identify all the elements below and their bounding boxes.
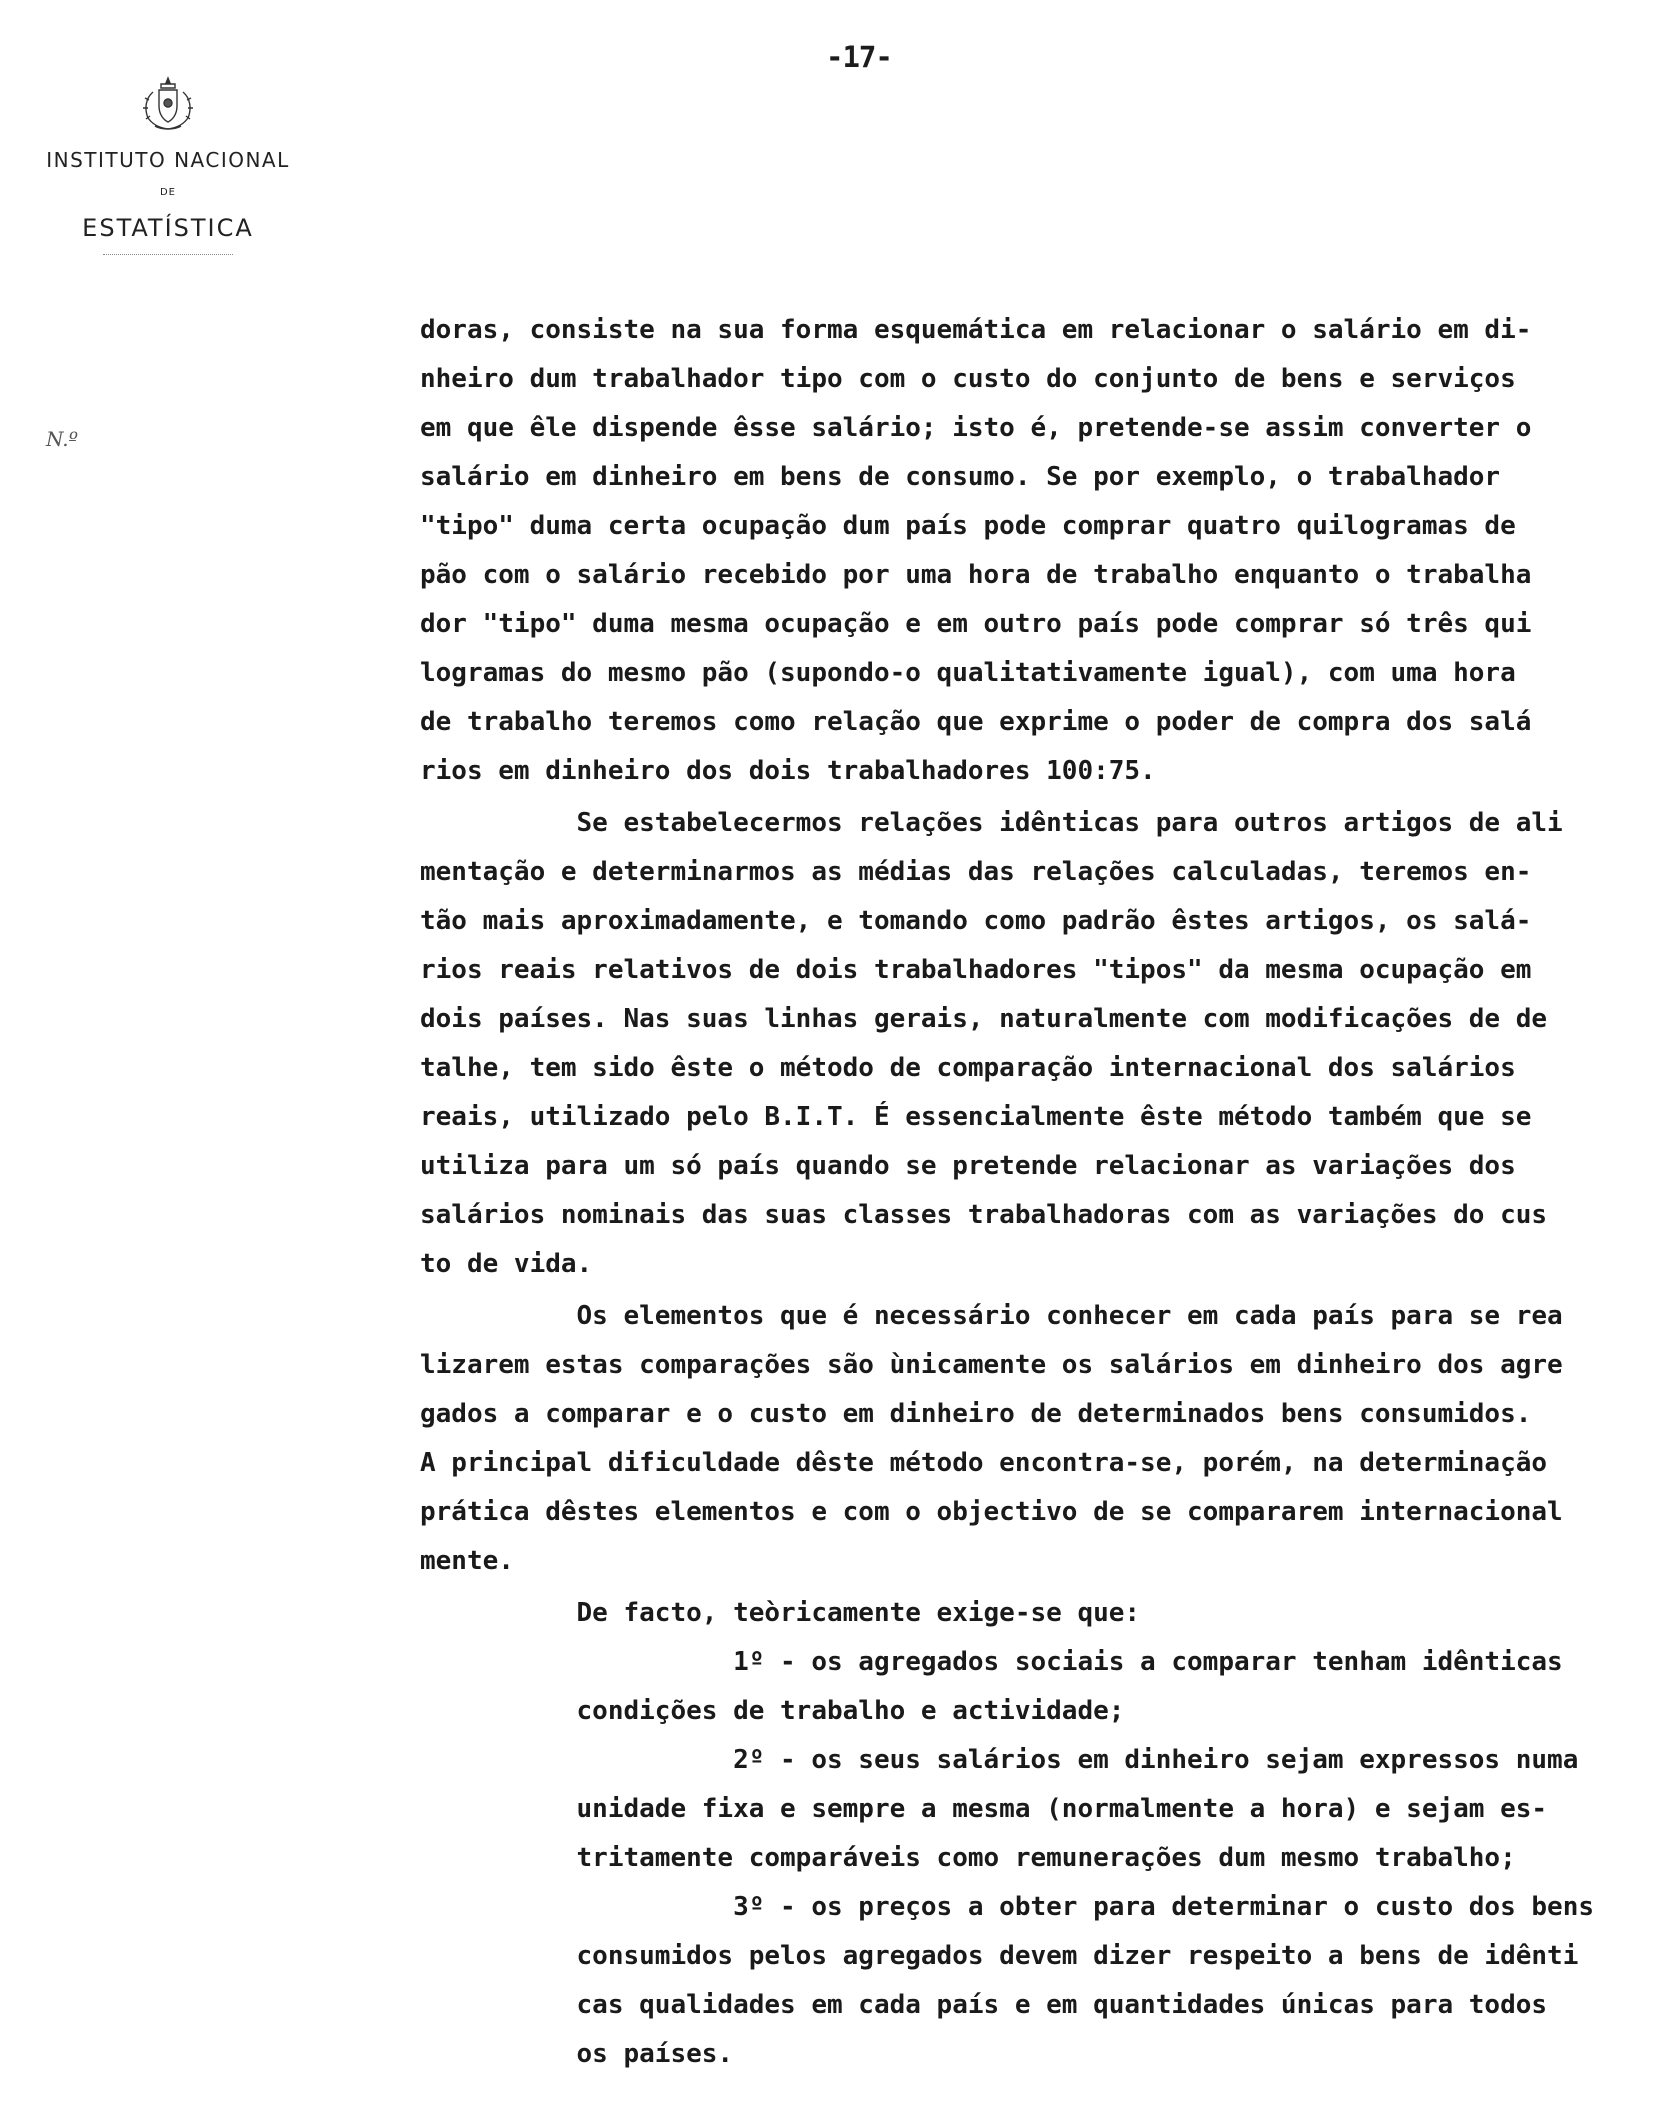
institute-name: INSTITUTO NACIONAL <box>46 148 290 172</box>
text-line: os países. <box>420 2039 734 2069</box>
text-line: de trabalho teremos como relação que exprime o poder de compra dos salá <box>420 707 1532 737</box>
text-line: prática dêstes elementos e com o objectivo de se compararem internacional <box>420 1497 1563 1527</box>
paragraph-3 <box>420 1292 1620 1586</box>
text-line: 3º - os preços a obter para determinar o custo dos bens <box>420 1892 1594 1922</box>
text-line: tão mais aproximadamente, e tomando como padrão êstes artigos, os salá- <box>420 906 1532 936</box>
letterhead <box>18 70 318 255</box>
text-line: "tipo" duma certa ocupação dum país pode comprar quatro quilogramas de <box>420 511 1516 541</box>
text-line: logramas do mesmo pão (supondo-o qualitativamente igual), com uma hora <box>420 658 1516 688</box>
text-line: to de vida. <box>420 1249 593 1279</box>
text-line: dor "tipo" duma mesma ocupação e em outro país pode comprar só três qui <box>420 609 1532 639</box>
text-line: reais, utilizado pelo B.I.T. É essencialmente êste método também que se <box>420 1102 1532 1132</box>
paragraph-4 <box>420 1589 1620 2079</box>
text-line: salários nominais das suas classes trabalhadoras com as variações do cus <box>420 1200 1548 1230</box>
text-line: talhe, tem sido êste o método de comparação internacional dos salários <box>420 1053 1516 1083</box>
coat-of-arms-emblem <box>135 70 201 136</box>
paragraph-1 <box>420 306 1620 796</box>
text-line: nheiro dum trabalhador tipo com o custo do conjunto de bens e serviços <box>420 364 1516 394</box>
text-line: De facto, teòricamente exige-se que: <box>420 1598 1141 1628</box>
text-line: tritamente comparáveis como remunerações dum mesmo trabalho; <box>420 1843 1516 1873</box>
page-number: -17- <box>826 40 892 74</box>
text-line: pão com o salário recebido por uma hora de trabalho enquanto o trabalha <box>420 560 1532 590</box>
text-line: mente. <box>420 1546 514 1576</box>
text-line: mentação e determinarmos as médias das relações calculadas, teremos en- <box>420 857 1532 887</box>
text-line: unidade fixa e sempre a mesma (normalmente a hora) e sejam es- <box>420 1794 1548 1824</box>
text-line: rios em dinheiro dos dois trabalhadores 100:75. <box>420 756 1156 786</box>
body-text <box>420 306 1620 2079</box>
text-line: condições de trabalho e actividade; <box>420 1696 1125 1726</box>
text-line: consumidos pelos agregados devem dizer respeito a bens de idênti <box>420 1941 1579 1971</box>
letterhead-rule <box>103 254 233 255</box>
text-line: salário em dinheiro em bens de consumo. Se por exemplo, o trabalhador <box>420 462 1501 492</box>
document-number-label: N.º <box>46 427 78 451</box>
text-line: em que êle dispende êsse salário; isto é, pretende-se assim converter o <box>420 413 1532 443</box>
text-line: dois países. Nas suas linhas gerais, naturalmente com modificações de de <box>420 1004 1548 1034</box>
text-line: gados a comparar e o custo em dinheiro de determinados bens consumidos. <box>420 1399 1532 1429</box>
text-line: utiliza para um só país quando se pretende relacionar as variações dos <box>420 1151 1516 1181</box>
paragraph-2 <box>420 799 1620 1289</box>
text-line: 2º - os seus salários em dinheiro sejam expressos numa <box>420 1745 1579 1775</box>
text-line: Os elementos que é necessário conhecer em cada país para se rea <box>420 1301 1563 1331</box>
institute-name-statistics: ESTATÍSTICA <box>82 214 254 242</box>
text-line: A principal dificuldade dêste método encontra-se, porém, na determinação <box>420 1448 1548 1478</box>
text-line: doras, consiste na sua forma esquemática em relacionar o salário em di- <box>420 315 1532 345</box>
text-line: lizarem estas comparações são ùnicamente os salários em dinheiro dos agre <box>420 1350 1563 1380</box>
text-line: Se estabelecermos relações idênticas para outros artigos de ali <box>420 808 1563 838</box>
text-line: rios reais relativos de dois trabalhadores "tipos" da mesma ocupação em <box>420 955 1532 985</box>
institute-name-connector: DE <box>159 187 177 198</box>
text-line: cas qualidades em cada país e em quantidades únicas para todos <box>420 1990 1548 2020</box>
text-line: 1º - os agregados sociais a comparar tenham idênticas <box>420 1647 1563 1677</box>
